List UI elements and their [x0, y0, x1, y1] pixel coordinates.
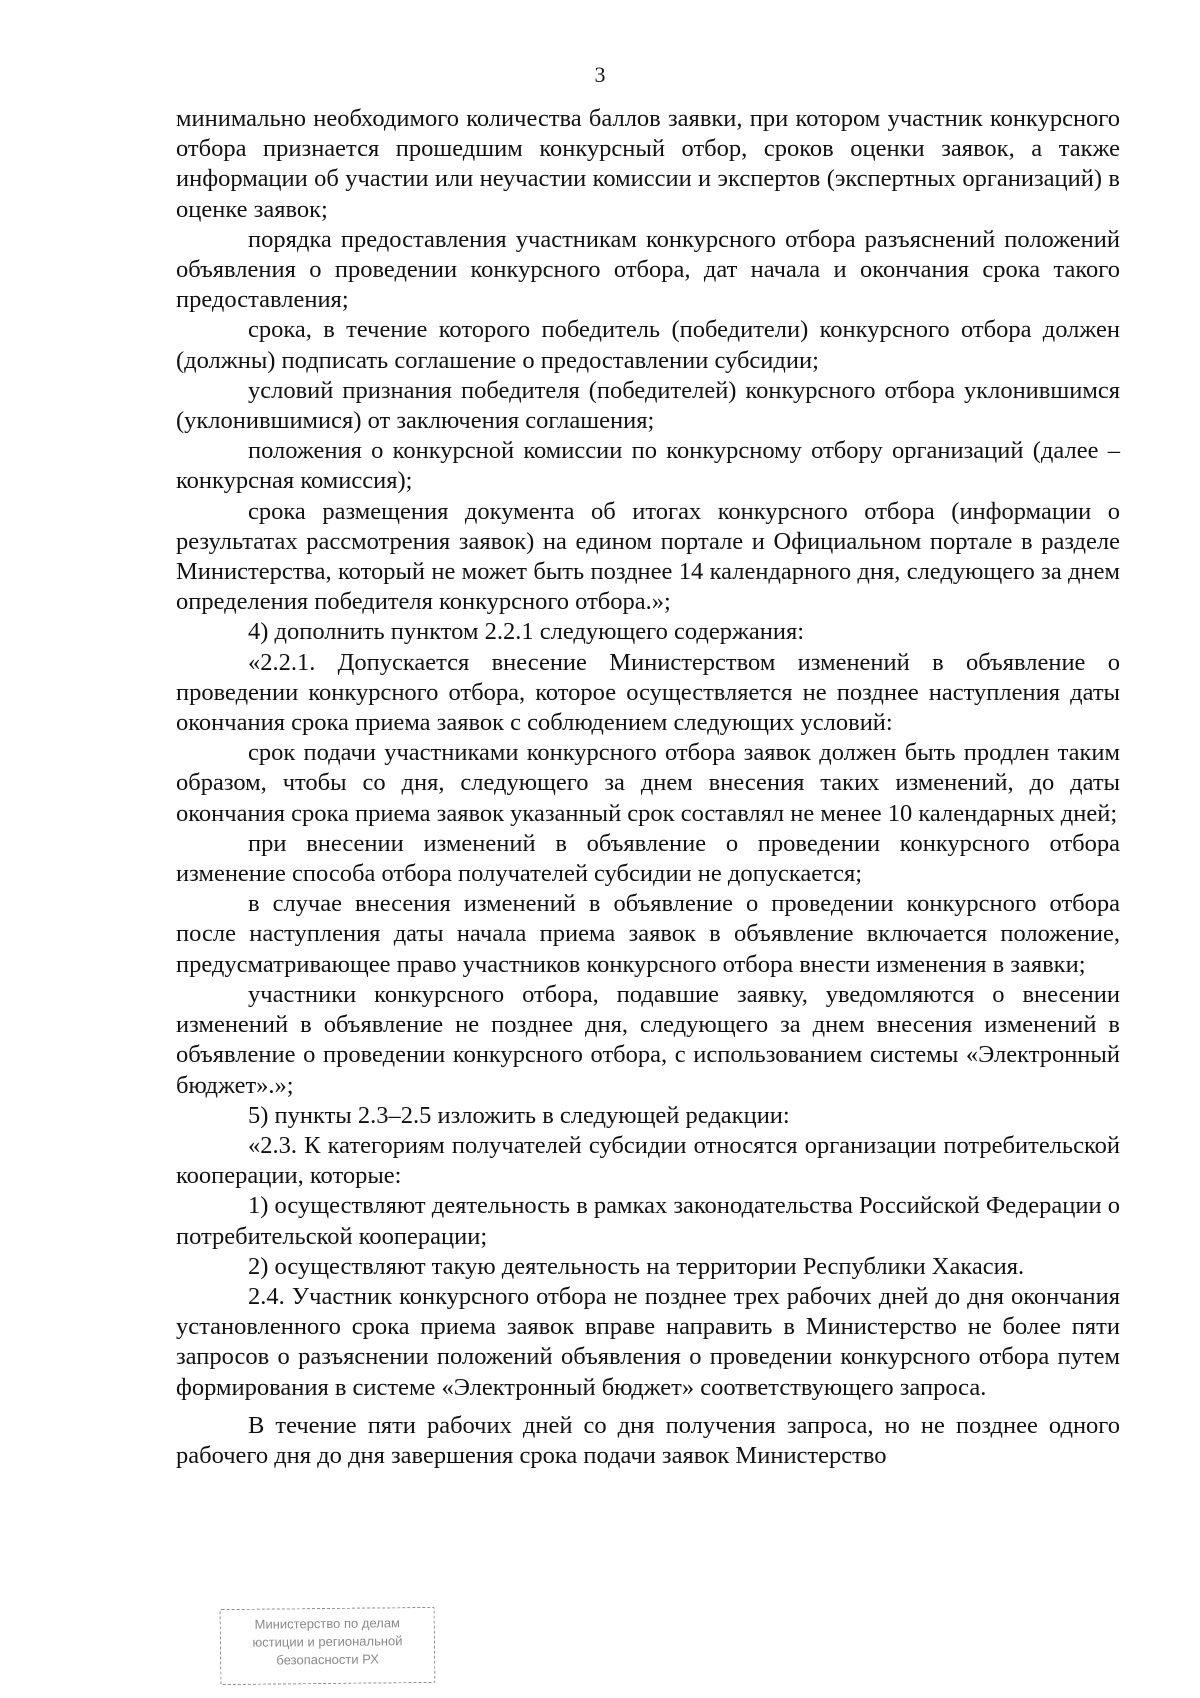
paragraph: в случае внесения изменений в объявление о проведении конкурсного отбора после наступления даты начала приема заявок в объявление включается положение, предусматривающее право участников конкурсного отбора внести изменения в заявки;: [176, 890, 1120, 978]
paragraph: условий признания победителя (победителей) конкурсного отбора уклонившимся (уклонившимися) от заключения соглашения;: [176, 376, 1120, 435]
ministry-stamp: [220, 1607, 436, 1685]
paragraph: 5) пункты 2.3–2.5 изложить в следующей редакции:: [248, 1101, 790, 1129]
paragraph: положения о конкурсной комиссии по конкурсному отбору организаций (далее – конкурсная комиссия);: [176, 437, 1120, 495]
paragraph: 2.4. Участник конкурсного отбора не позднее трех рабочих дней до дня окончания установленного срока приема заявок вправе направить в Министерство не более пяти запросов о разъяснении положений объявления о проведении конкурсного отбора путем формирования в системе «Электронный бюджет» соответствующего запроса.: [176, 1282, 1120, 1401]
paragraph: минимально необходимого количества баллов заявки, при котором участник конкурсного отбора признается прошедшим конкурсный отбор, сроков оценки заявок, а также информации об участии или неучастии комиссии и экспертов (экспертных организаций) в оценке заявок;: [176, 105, 1120, 223]
paragraph: «2.3. К категориям получателей субсидии относятся организации потребительской кооперации, которые:: [176, 1131, 1120, 1190]
document-body: [176, 104, 1120, 1471]
paragraph: срока, в течение которого победитель (победители) конкурсного отбора должен (должны) подписать соглашение о предоставлении субсидии;: [176, 316, 1120, 374]
stamp-line: безопасности РХ: [276, 1651, 379, 1668]
paragraph: «2.2.1. Допускается внесение Министерством изменений в объявление о проведении конкурсного отбора, которое осуществляется не позднее наступления даты окончания срока приема заявок с соблюдением следующих условий:: [176, 648, 1120, 737]
paragraph: 2) осуществляют такую деятельность на территории Республики Хакасия.: [248, 1252, 1025, 1280]
paragraph: участники конкурсного отбора, подавшие заявку, уведомляются о внесении изменений в объявление не позднее дня, следующего за днем внесения изменений в объявление о проведении конкурсного отбора, с использованием системы «Электронный бюджет».»;: [176, 980, 1120, 1099]
paragraph: срока размещения документа об итогах конкурсного отбора (информации о результатах рассмотрения заявок) на едином портале и Официальном портале в разделе Министерства, который не может быть позднее 14 календарного дня, следующего за днем определения победителя конкурсного отбора.»;: [176, 497, 1120, 616]
paragraph: 1) осуществляют деятельность в рамках законодательства Российской Федерации о потребительской кооперации;: [176, 1192, 1120, 1250]
page-number: 3: [594, 62, 606, 87]
paragraph: срок подачи участниками конкурсного отбора заявок должен быть продлен таким образом, чтобы со дня, следующего за днем внесения таких изменений, до даты окончания срока приема заявок указанный срок составлял не менее 10 календарных дней;: [176, 739, 1120, 827]
stamp-line: юстиции и региональной: [252, 1633, 403, 1650]
paragraph: порядка предоставления участникам конкурсного отбора разъяснений положений объявления о проведении конкурсного отбора, дат начала и окончания срока такого предоставления;: [176, 225, 1120, 314]
paragraph: В течение пяти рабочих дней со дня получения запроса, но не позднее одного рабочего дня до дня завершения срока подачи заявок Министерство: [176, 1411, 1120, 1469]
paragraph: при внесении изменений в объявление о проведении конкурсного отбора изменение способа отбора получателей субсидии не допускается;: [176, 829, 1120, 888]
paragraph: 4) дополнить пунктом 2.2.1 следующего содержания:: [248, 618, 805, 646]
stamp-line: Министерство по делам: [254, 1615, 401, 1632]
